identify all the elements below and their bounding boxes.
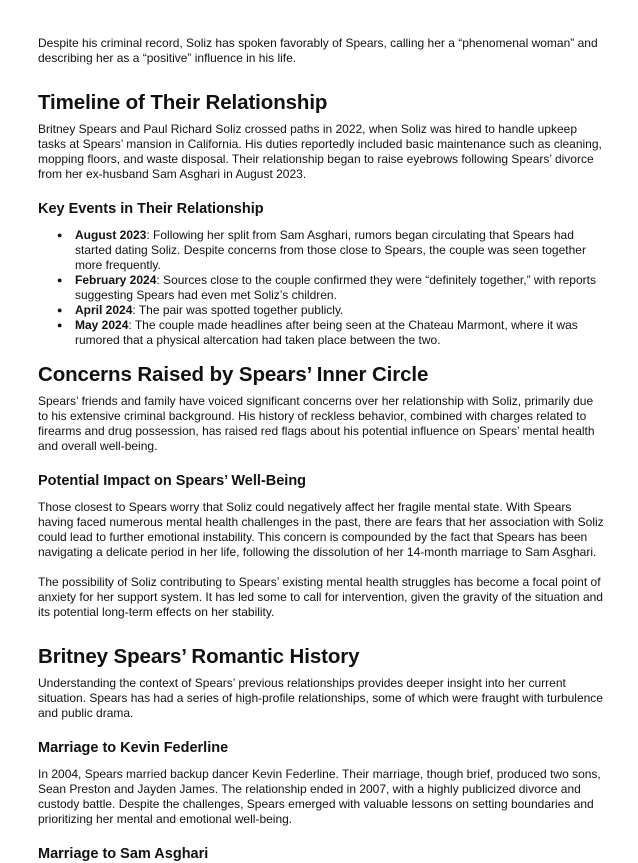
event-date: February 2024 bbox=[75, 273, 157, 287]
impact-paragraph-2: The possibility of Soliz contributing to Spears’ existing mental health struggles has become a focal point of anxiety for her support system. It has led some to call for intervention, given the gravity of the situation and its potential long-term effects on her stability. bbox=[38, 575, 603, 619]
list-item bbox=[38, 228, 606, 273]
event-text: : The pair was spotted together publicly. bbox=[132, 303, 344, 317]
concerns-heading: Concerns Raised by Spears’ Inner Circle bbox=[38, 363, 429, 386]
timeline-heading: Timeline of Their Relationship bbox=[38, 91, 328, 114]
list-item bbox=[38, 273, 606, 303]
article-page bbox=[38, 36, 606, 863]
event-text: : The couple made headlines after being seen at the Chateau Marmont, where it was rumored that a physical altercation had taken place between the two. bbox=[75, 318, 578, 347]
key-events-heading: Key Events in Their Relationship bbox=[38, 201, 264, 217]
list-item bbox=[38, 318, 606, 348]
bullet-icon: ● bbox=[57, 305, 63, 315]
asghari-heading: Marriage to Sam Asghari bbox=[38, 846, 209, 862]
event-text: : Following her split from Sam Asghari, rumors began circulating that Spears had started dating Soliz. Despite concerns from those close to Spears, the couple was seen together more frequently. bbox=[75, 228, 586, 272]
event-text: : Sources close to the couple confirmed they were “definitely together,” with reports suggesting Spears had even met Soliz’s children. bbox=[75, 273, 596, 302]
federline-heading: Marriage to Kevin Federline bbox=[38, 740, 229, 756]
concerns-paragraph: Spears’ friends and family have voiced significant concerns over her relationship with Soliz, primarily due to his extensive criminal background. His history of reckless behavior, combined with charges related to firearms and drug possession, has raised red flags about his potential influence on Spears’ mental health and overall well-being. bbox=[38, 394, 595, 453]
timeline-paragraph: Britney Spears and Paul Richard Soliz crossed paths in 2022, when Soliz was hired to handle upkeep tasks at Spears’ mansion in California. His duties reportedly included basic maintenance such as cleaning, mopping floors, and waste disposal. Their relationship began to raise eyebrows following Spears’ divorce from her ex-husband Sam Asghari in August 2023. bbox=[38, 122, 602, 181]
bullet-icon: ● bbox=[57, 230, 63, 240]
impact-heading: Potential Impact on Spears’ Well-Being bbox=[38, 473, 307, 489]
bullet-icon: ● bbox=[57, 320, 63, 330]
federline-paragraph: In 2004, Spears married backup dancer Kevin Federline. Their marriage, though brief, produced two sons, Sean Preston and Jayden James. The relationship ended in 2007, with a highly publicized divorce and custody battle. Despite the challenges, Spears emerged with valuable lessons on setting boundaries and prioritizing her mental and emotional well-being. bbox=[38, 767, 601, 826]
romantic-history-paragraph: Understanding the context of Spears’ previous relationships provides deeper insight into her current situation. Spears has had a series of high-profile relationships, some of which were fraught with turbulence and public drama. bbox=[38, 676, 603, 720]
intro-paragraph: Despite his criminal record, Soliz has spoken favorably of Spears, calling her a “phenomenal woman” and describing her as a “positive” influence in his life. bbox=[38, 36, 598, 65]
bullet-icon: ● bbox=[57, 275, 63, 285]
event-date: April 2024 bbox=[75, 303, 133, 317]
key-events-list bbox=[38, 228, 606, 348]
impact-paragraph-1: Those closest to Spears worry that Soliz could negatively affect her fragile mental state. With Spears having faced numerous mental health challenges in the past, there are fears that her association with Soliz could lead to further emotional instability. This concern is compounded by the fact that Spears has been navigating a delicate period in her life, following the dissolution of her 14-month marriage to Sam Asghari. bbox=[38, 500, 604, 559]
romantic-history-heading: Britney Spears’ Romantic History bbox=[38, 645, 360, 668]
event-date: August 2023 bbox=[75, 228, 147, 242]
list-item bbox=[38, 303, 606, 318]
event-date: May 2024 bbox=[75, 318, 129, 332]
